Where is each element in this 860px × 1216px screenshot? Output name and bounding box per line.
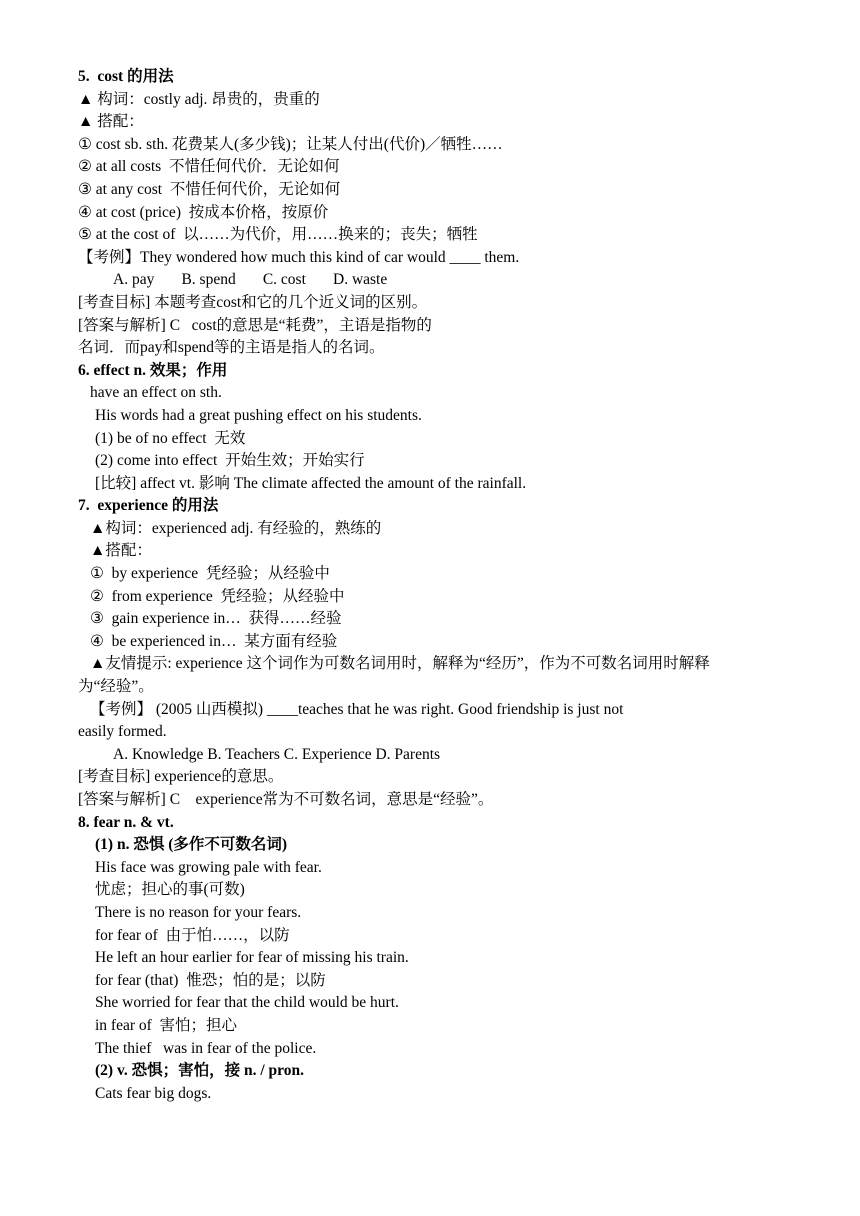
example-sentence: Cats fear big dogs. — [95, 1084, 212, 1102]
section-heading-cost: 5. cost 的用法 — [78, 68, 174, 85]
phrase-line: for fear of 由于怕……，以防 — [95, 926, 290, 944]
answer-explanation-cont: 名词．而pay和spend等的主语是指人的名词。 — [78, 339, 385, 357]
word-formation-line: ▲ 构词：costly adj. 昂贵的，贵重的 — [78, 90, 320, 108]
list-item: ④ be experienced in… 某方面有经验 — [90, 632, 338, 650]
example-question: 【考例】 (2005 山西模拟) ____teaches that he was right. Good friendship is just not — [90, 700, 624, 718]
example-question-cont: easily formed. — [78, 723, 167, 741]
list-item: ⑤ at the cost of 以……为代价，用……换来的；丧失；牺牲 — [78, 226, 478, 244]
list-item: ② from experience 凭经验；从经验中 — [90, 587, 345, 605]
example-sentence: His face was growing pale with fear. — [95, 858, 322, 876]
example-sentence: She worried for fear that the child would be hurt. — [95, 994, 399, 1012]
list-item: ③ gain experience in… 获得……经验 — [90, 610, 342, 628]
answer-options: A. Knowledge B. Teachers C. Experience D. Parents — [113, 745, 441, 763]
phrase-line: have an effect on sth. — [90, 384, 222, 402]
example-sentence: There is no reason for your fears. — [95, 903, 302, 921]
example-sentence: The thief was in fear of the police. — [95, 1039, 317, 1057]
collocation-heading: ▲ 搭配： — [78, 113, 144, 131]
subheading-verb: (2) v. 恐惧；害怕，接 n. / pron. — [95, 1062, 304, 1080]
list-item: ④ at cost (price) 按成本价格，按原价 — [78, 203, 329, 221]
exam-objective: [考查目标] 本题考查cost和它的几个近义词的区别。 — [78, 293, 428, 311]
answer-explanation: [答案与解析] C cost的意思是“耗费”，主语是指物的 — [78, 316, 432, 334]
exam-objective: [考查目标] experience的意思。 — [78, 768, 284, 786]
section-heading-experience: 7. experience 的用法 — [78, 497, 219, 515]
word-formation-line: ▲构词：experienced adj. 有经验的，熟练的 — [90, 519, 382, 537]
list-item: (1) be of no effect 无效 — [95, 429, 246, 447]
meaning-line: 忧虑；担心的事(可数) — [95, 881, 245, 899]
answer-explanation: [答案与解析] C experience常为不可数名词，意思是“经验”。 — [78, 791, 494, 808]
list-item: ① cost sb. sth. 花费某人(多少钱)；让某人付出(代价)／牺牲…… — [78, 135, 503, 153]
tip-line-cont: 为“经验”。 — [78, 678, 154, 696]
tip-line: ▲友情提示: experience 这个词作为可数名词用时，解释为“经历”，作为不可数名词用时解释 — [90, 655, 710, 673]
list-item: ① by experience 凭经验；从经验中 — [90, 565, 330, 583]
list-item: ③ at any cost 不惜任何代价，无论如何 — [78, 180, 341, 198]
example-question: 【考例】They wondered how much this kind of car would ____ them. — [78, 248, 520, 266]
phrase-line: in fear of 害怕；担心 — [95, 1016, 238, 1034]
comparison-line: [比较] affect vt. 影响 The climate affected the amount of the rainfall. — [95, 474, 527, 492]
example-sentence: He left an hour earlier for fear of missing his train. — [95, 949, 409, 967]
document-page — [78, 66, 788, 1105]
example-sentence: His words had a great pushing effect on his students. — [95, 406, 422, 424]
answer-options: A. pay B. spend C. cost D. waste — [113, 271, 388, 289]
section-heading-effect: 6. effect n. 效果；作用 — [78, 361, 228, 379]
subheading-noun: (1) n. 恐惧 (多作不可数名词) — [95, 836, 288, 854]
collocation-heading: ▲搭配： — [90, 542, 152, 560]
section-heading-fear: 8. fear n. & vt. — [78, 813, 174, 831]
phrase-line: for fear (that) 惟恐；怕的是；以防 — [95, 971, 326, 989]
list-item: ② at all costs 不惜任何代价．无论如何 — [78, 158, 340, 176]
list-item: (2) come into effect 开始生效；开始实行 — [95, 452, 365, 470]
